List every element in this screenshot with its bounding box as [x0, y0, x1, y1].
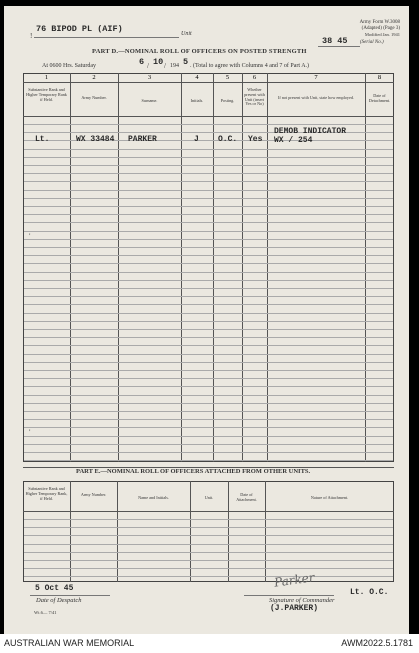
ruled-line [24, 427, 393, 428]
col-divider [265, 481, 266, 582]
ruled-line [24, 222, 393, 223]
col-number: 5 [225, 74, 230, 81]
ruled-line [24, 386, 393, 387]
ruled-line [24, 247, 393, 248]
roll-date-suffix: . (Total to agree with Columns 4 and 7 of Part A.) [190, 63, 310, 69]
ruled-line [24, 304, 393, 305]
commander-signature: Parker [273, 570, 316, 590]
roll-year-printed: 194 [170, 63, 179, 69]
unit-label: Unit [181, 31, 192, 37]
ruled-line [24, 313, 393, 314]
col-header-rank: Substantive Rank and Higher Temporary Rank if Held. [26, 87, 67, 102]
form-ref-1: Army Form W.3008 [359, 20, 400, 25]
commander-name: (J.PARKER) [270, 604, 319, 613]
ruled-line [24, 255, 393, 256]
row-employed-2: WX / 254 [274, 136, 313, 145]
ruled-line [24, 337, 393, 338]
margin-mark: , [29, 426, 31, 432]
e-col-header-army-number: Army Number. [80, 492, 107, 497]
ruled-line [24, 231, 393, 232]
unit-mark: ! [30, 32, 33, 40]
e-col-header-name: Name and Initials. [138, 495, 169, 500]
row-army-number: WX 33484 [76, 135, 115, 144]
col-number: 6 [252, 74, 257, 81]
ruled-line [24, 354, 393, 355]
row-surname: PARKER [128, 135, 157, 144]
ruled-line [24, 403, 393, 404]
ruled-line [24, 280, 393, 281]
ruled-line [24, 576, 393, 577]
col-divider [117, 481, 118, 582]
ruled-line [24, 190, 393, 191]
unit-typed: 76 BIPOD PL (AIF) [36, 24, 123, 34]
row-initials: J [194, 135, 199, 144]
ruled-line [24, 560, 393, 561]
ruled-line [24, 288, 393, 289]
form-ref-3: Modified Jan. 1941 [364, 32, 400, 37]
col-number: 4 [195, 74, 199, 81]
despatch-underline [30, 595, 110, 596]
form-page [4, 6, 409, 634]
ruled-line [24, 198, 393, 199]
row-posting: O.C. [218, 135, 238, 144]
ruled-line [24, 157, 393, 158]
ruled-line [24, 214, 393, 215]
col-header-initials: Initials. [190, 98, 204, 103]
header-divider [23, 116, 394, 117]
printer-code: Wt.6— 7/41 [34, 610, 57, 615]
roll-month: 10 [153, 57, 164, 67]
part-e-title: PART E.—NOMINAL ROLL OF OFFICERS ATTACHED FROM OTHER UNITS. [76, 468, 311, 475]
ruled-line [24, 544, 393, 545]
row-present: Yes [248, 135, 263, 144]
ruled-line [24, 370, 393, 371]
part-e-header-divider [23, 511, 394, 512]
col-number: 7 [314, 74, 318, 81]
archive-footer [0, 634, 419, 653]
ruled-line [24, 362, 393, 363]
col-number-divider [23, 82, 394, 83]
ruled-line [24, 395, 393, 396]
ruled-line [24, 419, 393, 420]
ruled-line [24, 411, 393, 412]
e-col-header-nature: Nature of Attachment. [310, 495, 349, 500]
col-divider [228, 481, 229, 582]
ruled-line [24, 535, 393, 536]
ruled-line [24, 272, 393, 273]
ruled-line [24, 165, 393, 166]
ruled-line [24, 263, 393, 264]
ruled-line [24, 149, 393, 150]
e-col-header-rank: Substantive Rank and Higher Temporary Rank, if Held. [25, 486, 68, 501]
col-header-army-number: Army Number. [81, 95, 107, 100]
col-number: 3 [147, 74, 152, 81]
col-number: 2 [92, 74, 96, 81]
footer-institution: AUSTRALIAN WAR MEMORIAL [4, 638, 135, 648]
ruled-line [24, 296, 393, 297]
roll-year-typed: 5 [183, 57, 189, 67]
ruled-line [24, 173, 393, 174]
roll-date-line [42, 63, 96, 69]
serial-typed: 38 45 [322, 36, 348, 46]
col-header-surname: Surname. [141, 98, 158, 103]
margin-mark: , [29, 230, 31, 236]
unit-underline [34, 37, 179, 38]
form-ref-2: (Adapted) (Page 3) [361, 26, 400, 31]
e-col-header-attachment-date: Date of Attachment. [236, 492, 257, 502]
roll-day: 6 [139, 57, 145, 67]
month-slash: / [164, 62, 166, 70]
ruled-line [24, 124, 393, 125]
ruled-line [24, 436, 393, 437]
serial-underline [318, 46, 360, 47]
ruled-line [24, 181, 393, 182]
ruled-line [24, 444, 393, 445]
ruled-line [24, 239, 393, 240]
ruled-line [24, 460, 393, 461]
despatch-date: 5 Oct 45 [35, 584, 74, 593]
ruled-line [24, 552, 393, 553]
ruled-line [24, 206, 393, 207]
ruled-line [24, 452, 393, 453]
col-header-employed: If not present with Unit, state how employed. [278, 95, 354, 100]
row-rank: Lt. [35, 135, 50, 144]
signature-label: Signature of Commander [269, 597, 335, 604]
signature-underline [244, 595, 334, 596]
row-employed: DEMOB INDICATOR [274, 127, 347, 136]
col-number: 8 [377, 74, 382, 81]
footer-accession: AWM2022.5.1781 [341, 638, 413, 648]
commander-role: Lt. O.C. [350, 588, 389, 597]
ruled-line [24, 568, 393, 569]
ruled-line [24, 345, 393, 346]
col-number: 1 [44, 74, 49, 81]
ruled-line [24, 519, 393, 520]
serial-label: (Serial No.) [360, 40, 384, 45]
roll-date-prefix: At 0600 Hrs. Saturday [42, 63, 96, 69]
ruled-line [24, 329, 393, 330]
col-header-present: Whether present with Unit (insert Yes or No) [244, 87, 265, 107]
day-slash: / [147, 62, 149, 70]
col-divider [190, 481, 191, 582]
col-header-posting: Posting. [220, 98, 235, 103]
ruled-line [24, 527, 393, 528]
part-d-title: PART D.—NOMINAL ROLL OF OFFICERS ON POSTED STRENGTH [92, 48, 307, 55]
ruled-line [24, 378, 393, 379]
col-divider [70, 481, 71, 582]
e-col-header-unit: Unit. [204, 495, 214, 500]
despatch-label: Date of Despatch [36, 597, 82, 604]
ruled-line [24, 321, 393, 322]
col-header-detachment: Date of Detachment. [368, 93, 391, 103]
